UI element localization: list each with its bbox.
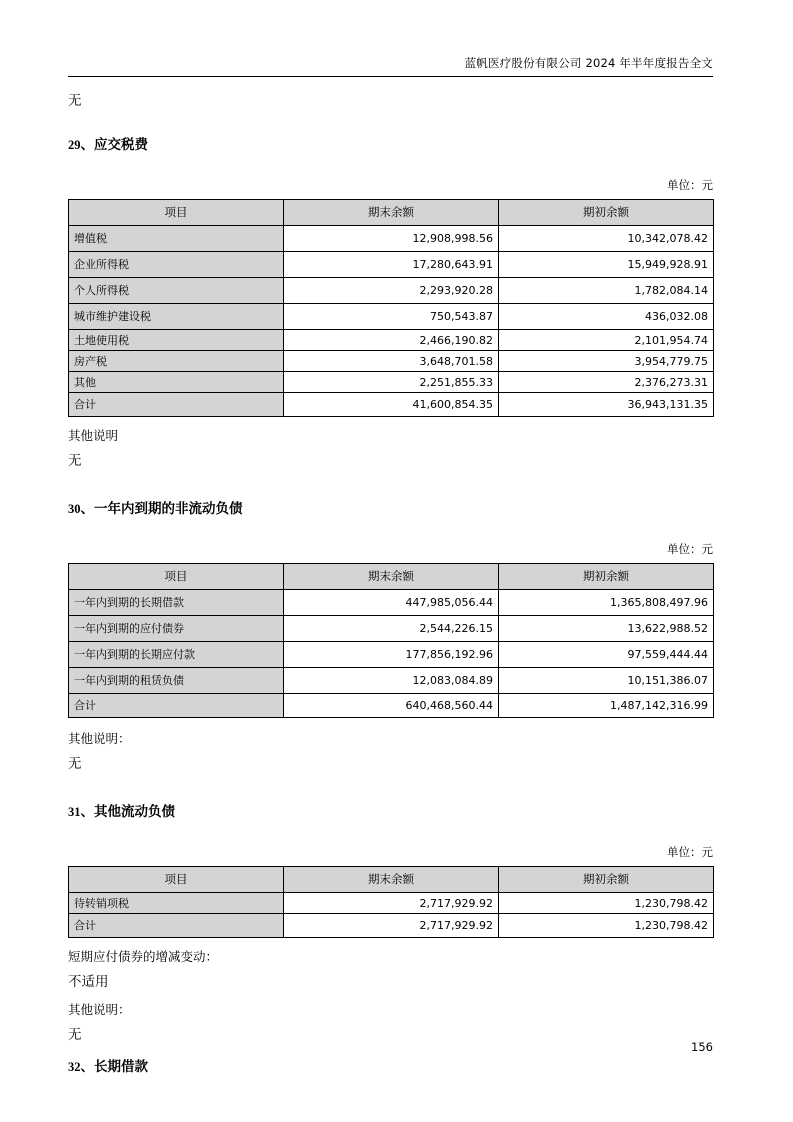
table-row-total: [69, 393, 714, 417]
section-title-30: 一年内到期的非流动负债: [94, 501, 243, 517]
column-header-beginning-balance: 期初余额: [499, 200, 714, 226]
cell-beginning-balance: 2,101,954.74: [499, 330, 714, 351]
section-heading-30: [68, 500, 713, 519]
table-header-row: [69, 867, 714, 893]
cell-beginning-balance: 1,365,808,497.96: [499, 590, 714, 616]
cell-item: 一年内到期的长期应付款: [69, 642, 284, 668]
section-title-31: 其他流动负债: [94, 804, 175, 820]
running-header: 蓝帆医疗股份有限公司 2024 年半年度报告全文: [464, 56, 713, 70]
cell-item: 企业所得税: [69, 252, 284, 278]
cell-item: 土地使用税: [69, 330, 284, 351]
cell-item: 一年内到期的长期借款: [69, 590, 284, 616]
note-value-short-term-bonds-change-31: 不适用: [68, 974, 109, 990]
cell-beginning-balance: 436,032.08: [499, 304, 714, 330]
section-heading-31: [68, 803, 713, 822]
section-number-29: 29: [68, 138, 81, 152]
cell-ending-balance: 640,468,560.44: [284, 694, 499, 718]
table-row: [69, 642, 714, 668]
cell-ending-balance: 17,280,643.91: [284, 252, 499, 278]
page-content: [68, 0, 713, 1077]
column-header-item: 项目: [69, 200, 284, 226]
table-other-current-liabilities: [68, 866, 714, 938]
section-number-31: 31: [68, 805, 81, 819]
cell-beginning-balance: 97,559,444.44: [499, 642, 714, 668]
note-value-other-explanation-31: 无: [68, 1027, 82, 1043]
section-number-30: 30: [68, 502, 81, 516]
cell-ending-balance: 2,717,929.92: [284, 893, 499, 914]
cell-item: 一年内到期的应付债券: [69, 616, 284, 642]
table-row: [69, 372, 714, 393]
section-heading-32: [68, 1058, 713, 1077]
cell-ending-balance: 2,251,855.33: [284, 372, 499, 393]
cell-beginning-balance: 15,949,928.91: [499, 252, 714, 278]
column-header-item: 项目: [69, 564, 284, 590]
table-taxes-payable: [68, 199, 714, 417]
table-row: [69, 330, 714, 351]
cell-beginning-balance: 1,487,142,316.99: [499, 694, 714, 718]
note-value-other-explanation-29: 无: [68, 453, 82, 469]
cell-ending-balance: 177,856,192.96: [284, 642, 499, 668]
cell-beginning-balance: 1,230,798.42: [499, 893, 714, 914]
cell-ending-balance: 447,985,056.44: [284, 590, 499, 616]
note-label-other-explanation-31: 其他说明：: [68, 1002, 131, 1017]
table-row: [69, 668, 714, 694]
cell-item: 个人所得税: [69, 278, 284, 304]
page-number: 156: [691, 1040, 713, 1054]
cell-item: 其他: [69, 372, 284, 393]
table-header-row: [69, 564, 714, 590]
column-header-beginning-balance: 期初余额: [499, 867, 714, 893]
cell-ending-balance: 12,083,084.89: [284, 668, 499, 694]
table-row: [69, 304, 714, 330]
cell-beginning-balance: 1,230,798.42: [499, 914, 714, 938]
cell-ending-balance: 2,293,920.28: [284, 278, 499, 304]
cell-item: 合计: [69, 393, 284, 417]
table-row: [69, 893, 714, 914]
cell-item: 一年内到期的租赁负债: [69, 668, 284, 694]
cell-ending-balance: 12,908,998.56: [284, 226, 499, 252]
table-row-total: [69, 694, 714, 718]
cell-ending-balance: 3,648,701.58: [284, 351, 499, 372]
section-separator-32: 、: [80, 1059, 94, 1075]
cell-ending-balance: 41,600,854.35: [284, 393, 499, 417]
note-label-short-term-bonds-change-31: 短期应付债券的增减变动：: [68, 949, 219, 964]
section-title-32: 长期借款: [94, 1059, 148, 1075]
table-row-total: [69, 914, 714, 938]
cell-item: 城市维护建设税: [69, 304, 284, 330]
column-header-item: 项目: [69, 867, 284, 893]
cell-beginning-balance: 3,954,779.75: [499, 351, 714, 372]
cell-beginning-balance: 2,376,273.31: [499, 372, 714, 393]
cell-beginning-balance: 10,151,386.07: [499, 668, 714, 694]
table-row: [69, 278, 714, 304]
cell-item: 房产税: [69, 351, 284, 372]
table-header-row: [69, 200, 714, 226]
cell-item: 合计: [69, 914, 284, 938]
note-value-other-explanation-30: 无: [68, 756, 82, 772]
table-row: [69, 226, 714, 252]
section-separator-29: 、: [80, 137, 94, 153]
column-header-beginning-balance: 期初余额: [499, 564, 714, 590]
table-noncurrent-liabilities-due-within-one-year: [68, 563, 714, 718]
section-title-29: 应交税费: [94, 137, 148, 153]
cell-item: 增值税: [69, 226, 284, 252]
section-separator-30: 、: [80, 501, 94, 517]
column-header-ending-balance: 期末余额: [284, 200, 499, 226]
section-separator-31: 、: [80, 804, 94, 820]
section-number-32: 32: [68, 1060, 81, 1074]
cell-beginning-balance: 36,943,131.35: [499, 393, 714, 417]
cell-ending-balance: 2,544,226.15: [284, 616, 499, 642]
column-header-ending-balance: 期末余额: [284, 564, 499, 590]
cell-ending-balance: 2,717,929.92: [284, 914, 499, 938]
table-row: [69, 590, 714, 616]
table-row: [69, 351, 714, 372]
note-label-other-explanation-29: 其他说明: [68, 428, 119, 443]
section-heading-29: [68, 136, 713, 155]
cell-ending-balance: 2,466,190.82: [284, 330, 499, 351]
cell-beginning-balance: 10,342,078.42: [499, 226, 714, 252]
table-row: [69, 616, 714, 642]
unit-label-30: 单位：元: [667, 542, 713, 556]
note-label-other-explanation-30: 其他说明：: [68, 731, 131, 746]
unit-label-31: 单位：元: [667, 845, 713, 859]
table-row: [69, 252, 714, 278]
cell-beginning-balance: 1,782,084.14: [499, 278, 714, 304]
cell-item: 待转销项税: [69, 893, 284, 914]
carryover-note-text: 无: [68, 93, 82, 109]
unit-label-29: 单位：元: [667, 178, 713, 192]
cell-item: 合计: [69, 694, 284, 718]
cell-beginning-balance: 13,622,988.52: [499, 616, 714, 642]
cell-ending-balance: 750,543.87: [284, 304, 499, 330]
column-header-ending-balance: 期末余额: [284, 867, 499, 893]
